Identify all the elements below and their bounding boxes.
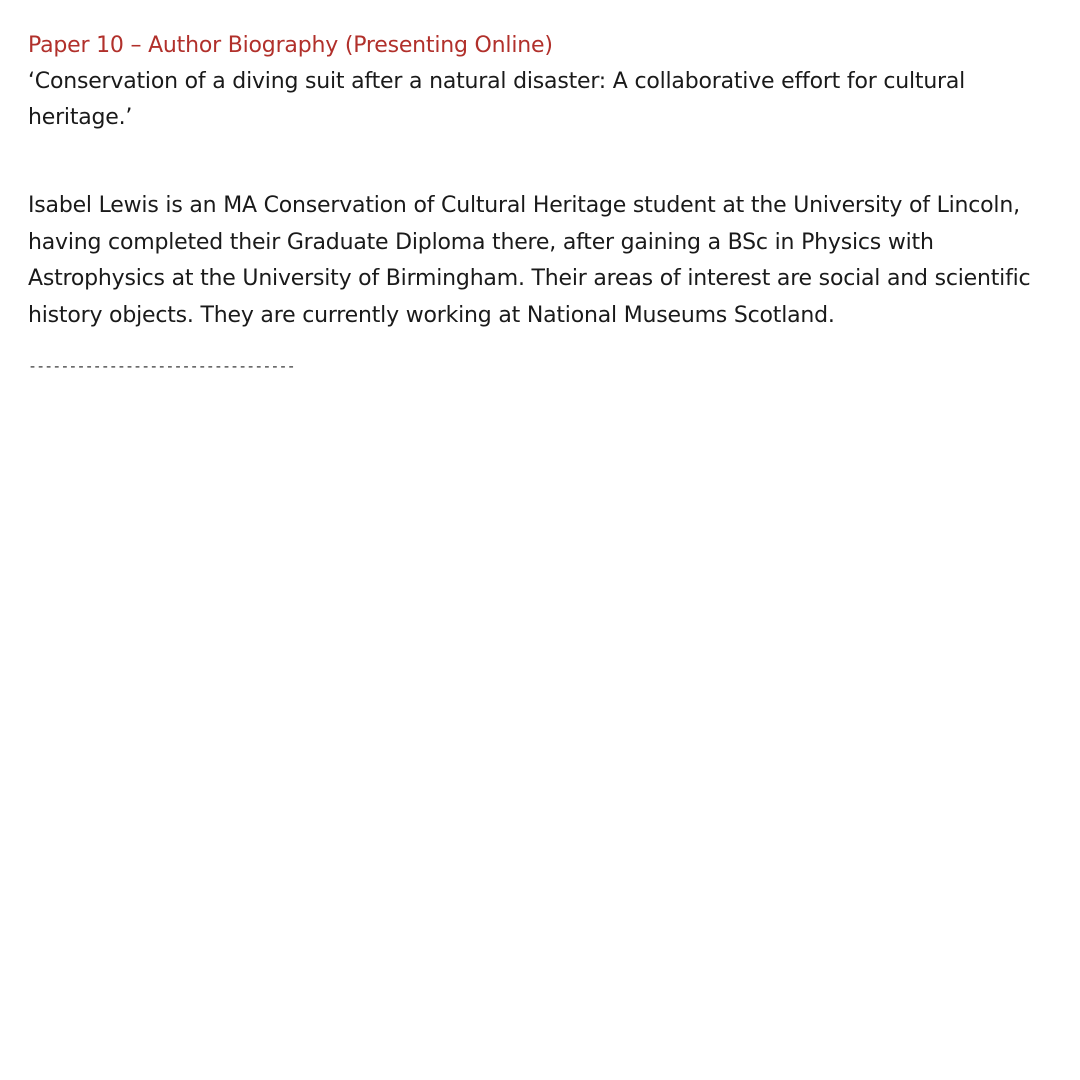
section-heading: Paper 10 – Author Biography (Presenting Online) [28, 33, 553, 58]
author-biography: Isabel Lewis is an MA Conservation of Cultural Heritage student at the University of Lincoln, having completed their Graduate Diploma there, after gaining a BSc in Physics with Astrophysics at the University of Birmingham. Their areas of interest are social and scientific history objects. They are currently working at National Museums Scotland. [28, 193, 1031, 328]
dashed-separator: --------------------------------- [28, 357, 295, 375]
paper-title: ‘Conservation of a diving suit after a natural disaster: A collaborative effort for cultural heritage.’ [28, 69, 966, 130]
document-page [28, 28, 1058, 376]
